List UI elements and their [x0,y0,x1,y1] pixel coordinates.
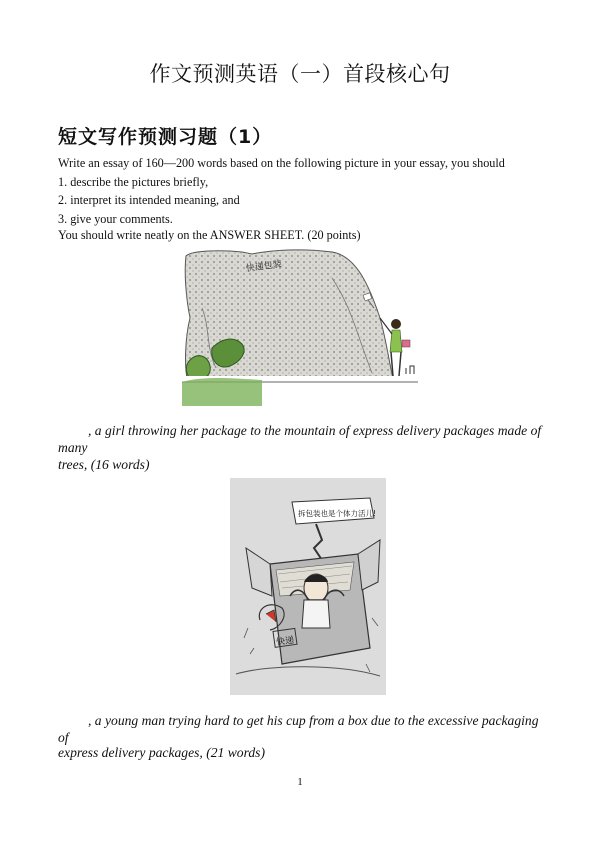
page-title: 作文预测英语（一）首段核心句 [149,62,451,86]
prompt-item-2: 2. interpret its intended meaning, and [58,193,240,207]
figure-2-caption-line-1: , a young man trying hard to get his cup from a box due to the excessive packaging of [58,713,539,745]
prompt-intro: Write an essay of 160—200 words based on the following picture in your essay, you should [58,156,505,170]
section-heading: 短文写作预测习题（1） [58,126,273,148]
prompt-item-3: 3. give your comments. [58,211,173,226]
cartoon-package-mountain [182,248,418,406]
prompt-note: You should write neatly on the ANSWER SHEET. (20 points) [58,228,361,242]
essay-prompt [58,155,538,244]
svg-text:拆包装也是个体力活儿!: 拆包装也是个体力活儿! [298,509,377,518]
prompt-item-1: 1. describe the pictures briefly, [58,174,209,189]
figure-2-caption-line-2: express delivery packages, (21 words) [58,745,265,760]
package-mountain-label: 快递包装 [245,259,283,275]
figure-1-caption-line-2: trees, (16 words) [58,457,150,472]
figure-1-caption-line-1: , a girl throwing her package to the mountain of express delivery packages made of many [58,423,542,455]
page-number: 1 [297,776,303,788]
cartoon-man-in-box [230,478,386,695]
box-label: 快递 [275,635,295,649]
